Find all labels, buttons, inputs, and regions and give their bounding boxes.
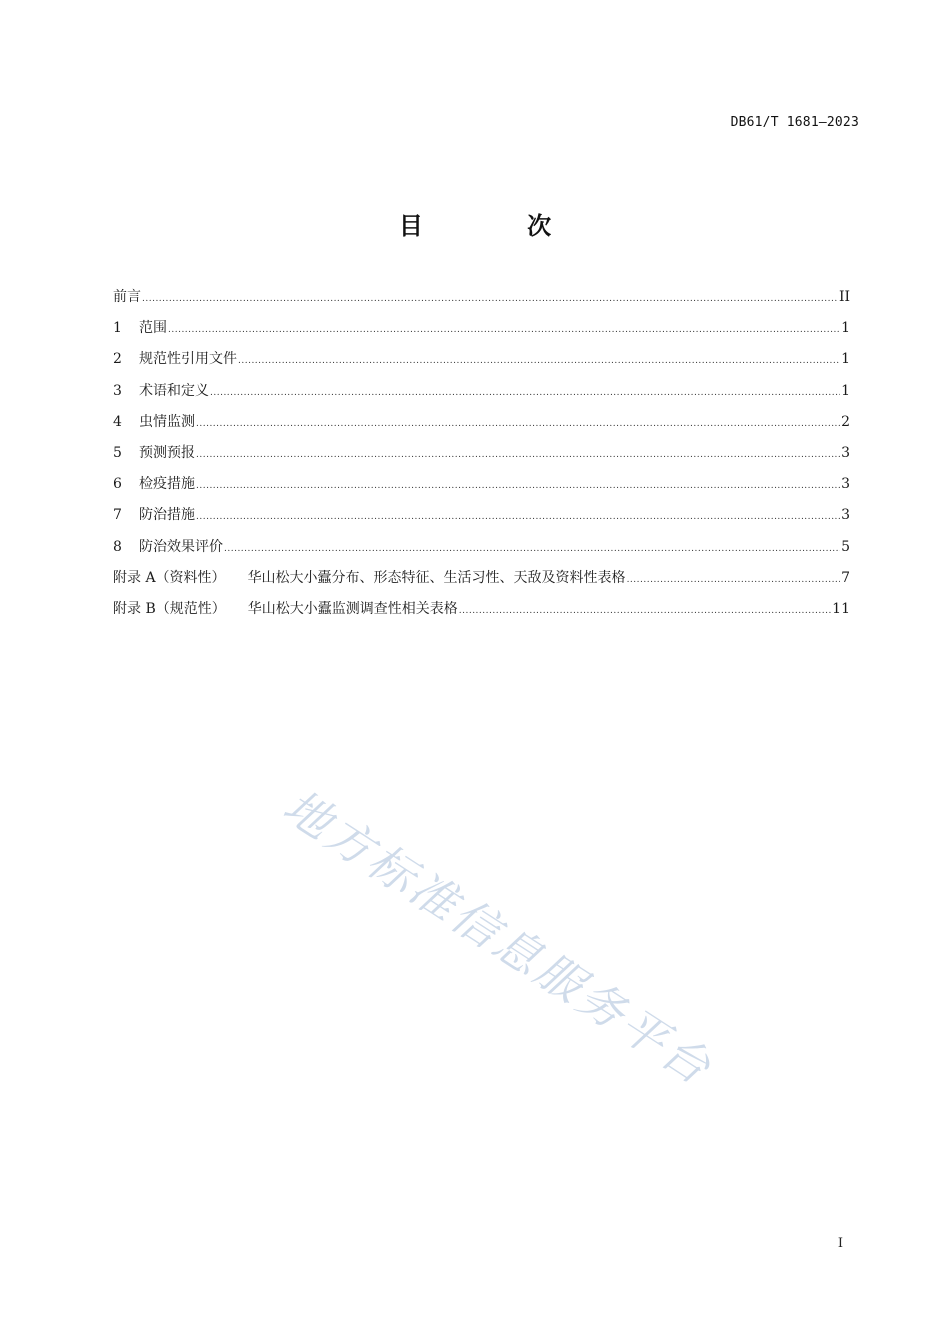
toc-entry-number: 8 [113,538,122,555]
toc-entry-page: 3 [841,476,850,493]
toc-dot-leader [210,383,840,404]
toc-entry-label: 范围 [139,320,167,337]
toc-dot-leader [196,507,840,528]
toc-dot-leader [627,570,841,591]
toc-entry-label: 术语和定义 [139,382,209,399]
page-title: 目 次 [398,212,600,240]
page-number: I [837,1236,843,1251]
toc-entry-page: 3 [841,507,850,524]
toc-entry-page: II [838,289,850,305]
toc-entry-page: 11 [832,600,850,617]
document-code: DB61/T 1681—2023 [730,115,859,130]
toc-entry-label: 预测预报 [139,444,195,461]
toc-dot-leader [224,539,840,560]
toc-entry[interactable] [113,381,850,412]
toc-entry[interactable] [113,474,850,505]
toc-dot-leader [459,601,831,622]
toc-entry-number: 5 [113,444,122,461]
toc-entry[interactable] [113,349,850,380]
toc-entry[interactable] [113,537,850,568]
toc-entry[interactable] [113,412,850,443]
toc-entry-number: 3 [113,382,122,399]
toc-dot-leader [168,320,840,341]
toc-entry[interactable] [113,505,850,536]
toc-entry[interactable] [113,443,850,474]
toc-entry-number: 7 [113,507,122,524]
toc-entry[interactable] [113,287,850,318]
toc-entry-label: 前言 [113,289,141,305]
toc-entry-page: 1 [841,320,850,337]
toc-entry-appendix[interactable] [113,599,850,630]
toc-appendix-prefix: 附录 B（规范性） [113,600,226,617]
watermark-text: 地方标准信息服务平台 [273,778,723,1097]
toc-entry-label: 防治效果评价 [139,538,223,555]
toc-entry-page: 7 [841,569,850,586]
toc-entry-number: 6 [113,476,122,493]
toc-entry-page: 1 [841,351,850,368]
toc-entry-label: 华山松大小蠹监测调查性相关表格 [247,600,458,617]
toc-entry-number: 4 [113,413,122,430]
toc-entry-label: 华山松大小蠹分布、形态特征、生活习性、天敌及资料性表格 [247,569,626,586]
toc-entry-page: 5 [841,538,850,555]
toc-dot-leader [238,351,840,372]
toc-entry-page: 1 [841,382,850,399]
toc-entry-label: 规范性引用文件 [139,351,237,368]
toc-entry-appendix[interactable] [113,568,850,599]
toc-entry-number: 1 [113,320,122,337]
toc-entry-label: 检疫措施 [139,476,195,493]
table-of-contents [113,287,850,630]
toc-dot-leader [196,445,840,466]
toc-appendix-prefix: 附录 A（资料性） [113,569,226,586]
toc-entry-number: 2 [113,351,122,368]
toc-dot-leader [196,476,840,497]
toc-entry-page: 2 [841,413,850,430]
toc-entry-label: 虫情监测 [139,413,195,430]
toc-dot-leader [196,414,840,435]
toc-entry-page: 3 [841,444,850,461]
toc-entry-label: 防治措施 [139,507,195,524]
toc-dot-leader [142,289,838,310]
toc-entry[interactable] [113,318,850,349]
